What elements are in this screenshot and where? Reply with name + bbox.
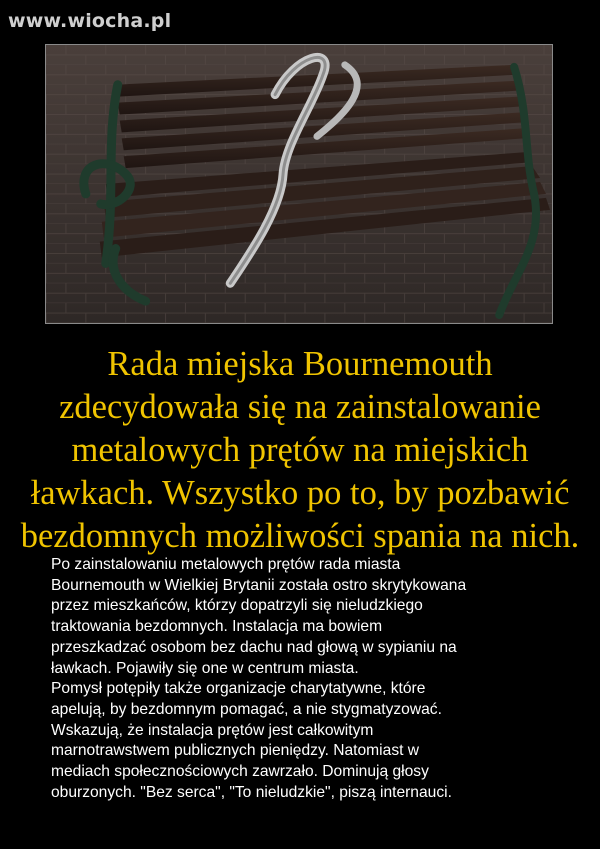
body-line: Pomysł potępiły także organizacje charytatywne, które (51, 680, 426, 698)
headline-line: Rada miejska Bournemouth (107, 345, 493, 383)
body-line: przeszkadzać osobom bez dachu nad głową w sypianiu na (51, 638, 457, 656)
site-watermark: www.wiocha.pl (8, 10, 172, 32)
bench-illustration (46, 45, 552, 323)
headline-line: zdecydowała się na zainstalowanie (59, 388, 541, 426)
bench-photo (45, 44, 553, 324)
headline-line: ławkach. Wszystko po to, by pozbawić (30, 474, 570, 512)
body-line: mediach społecznościowych zawrzało. Dominują głosy (51, 763, 429, 781)
body-line: przez mieszkańców, którzy dopatrzyli się nieludzkiego (51, 597, 423, 615)
body-line: Bournemouth w Wielkiej Brytanii została ostro skrytykowana (51, 576, 467, 594)
body-line: ławkach. Pojawiły się one w centrum miasta. (51, 659, 359, 677)
headline-line: bezdomnych możliwości spania na nich. (20, 517, 580, 555)
body-line: marnotrawstwem publicznych pieniędzy. Natomiast w (51, 742, 420, 760)
article-body (51, 555, 581, 803)
headline (0, 343, 600, 558)
body-line: traktowania bezdomnych. Instalacja ma bowiem (51, 618, 383, 636)
body-line: Po zainstalowaniu metalowych prętów rada miasta (51, 556, 401, 573)
body-line: apelują, by bezdomnym pomagać, a nie stygmatyzować. (51, 700, 442, 718)
headline-line: metalowych prętów na miejskich (71, 431, 529, 469)
body-line: Wskazują, że instalacja prętów jest całkowitym (51, 721, 374, 739)
body-line: oburzonych. "Bez serca", "To nieludzkie", piszą internauci. (51, 783, 452, 801)
